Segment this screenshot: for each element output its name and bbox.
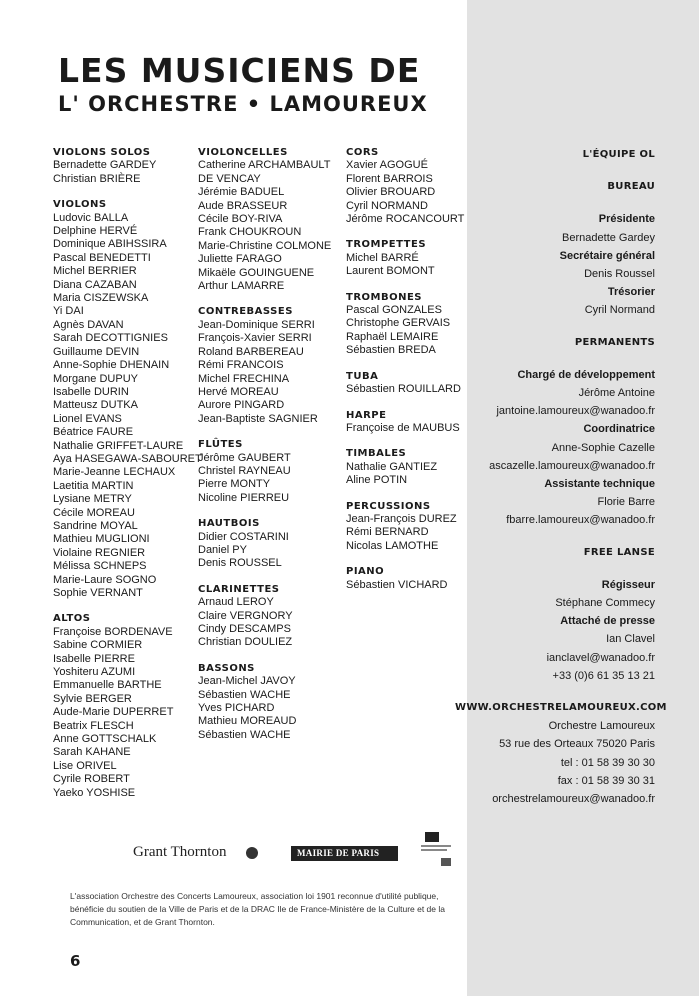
spacer [455, 320, 655, 334]
musician-name: Xavier AGOGUÉ [346, 159, 428, 172]
team-role: Présidente [598, 213, 655, 226]
team-value: fax : 01 58 39 30 31 [557, 774, 655, 787]
musician-name: Arnaud LEROY [198, 596, 274, 609]
team-value: Cyril Normand [584, 304, 655, 317]
musician-name: Arthur LAMARRE [198, 280, 285, 293]
musician-name: Beatrix FLESCH [53, 719, 134, 732]
team-value: tel : 01 58 39 30 30 [560, 756, 655, 769]
page-number: 6 [70, 952, 81, 970]
musician-name: Delphine HERVÉ [53, 225, 138, 238]
musician-name: Aya HASEGAWA-SABOURET [53, 452, 202, 465]
section-heading: CLARINETTES [198, 583, 280, 595]
musician-name: Cyrile ROBERT [53, 773, 130, 786]
musician-name: Mathieu MUGLIONI [53, 533, 150, 546]
musician-name: Michel BERRIER [53, 265, 137, 278]
musician-name: Aurore PINGARD [198, 399, 285, 412]
section-heading: BASSONS [198, 662, 255, 674]
team-value: orchestrelamoureux@wanadoo.fr [492, 793, 655, 806]
musician-name: Frank CHOUKROUN [198, 226, 302, 239]
page-title [58, 52, 428, 117]
musician-name: Pierre MONTY [198, 478, 271, 491]
team-section-heading: FREE LANSE [583, 546, 655, 558]
spacer [455, 685, 655, 699]
musician-name: Jean-Dominique SERRI [198, 318, 315, 331]
musician-name: Matteusz DUTKA [53, 399, 138, 412]
title-line-1: LES MUSICIENS DE [58, 51, 421, 90]
musician-name: Didier COSTARINI [198, 530, 289, 543]
musician-name: Rémi BERNARD [346, 526, 429, 539]
musician-name: Pascal GONZALES [346, 304, 442, 317]
team-value: Bernadette Gardey [562, 231, 655, 244]
musician-name: Jérémie BADUEL [198, 186, 285, 199]
team-value: Jérôme Antoine [578, 387, 655, 400]
musician-name: Lise ORIVEL [53, 759, 117, 772]
musician-name: Laurent BOMONT [346, 265, 435, 278]
title-line-2: L' ORCHESTRE • LAMOUREUX [58, 92, 428, 116]
section-heading: TROMBONES [346, 291, 422, 303]
musician-name: Laetitia MARTIN [53, 479, 134, 492]
spacer [455, 196, 655, 210]
team-directory [455, 146, 667, 808]
team-value: ianclavel@wanadoo.fr [546, 651, 655, 664]
section-heading: VIOLONS SOLOS [53, 147, 151, 158]
musician-name: Aude BRASSEUR [198, 199, 288, 212]
musician-name: Christel RAYNEAU [198, 464, 291, 477]
section-heading: CONTREBASSES [198, 306, 293, 318]
musician-name: Françoise BORDENAVE [53, 625, 173, 638]
musician-name: Daniel PY [198, 543, 247, 556]
musician-name: Nicoline PIERREU [198, 491, 290, 504]
musician-name: Christian BRIÈRE [53, 172, 141, 185]
team-section-heading: WWW.ORCHESTRELAMOUREUX.COM [455, 702, 667, 714]
team-value: 53 rue des Orteaux 75020 Paris [499, 738, 655, 751]
spacer [455, 530, 655, 544]
team-role: Assistante technique [544, 478, 655, 491]
musicians-column-1 [53, 146, 203, 800]
musician-name: Jean-Michel JAVOY [198, 675, 296, 688]
musician-name: Sarah KAHANE [53, 746, 131, 759]
musician-name: Marie-Laure SOGNO [53, 573, 157, 586]
musician-name: Nicolas LAMOTHE [346, 539, 439, 552]
musician-name: Sébastien VICHARD [346, 578, 448, 591]
musician-name: Bernadette GARDEY [53, 159, 157, 172]
musician-name: Sébastien WACHE [198, 688, 291, 701]
section-heading: HARPE [346, 409, 387, 421]
team-value: Florie Barre [597, 496, 655, 509]
team-value: Stéphane Commecy [555, 597, 655, 610]
sponsor-logos [133, 832, 463, 866]
musician-name: Sophie VERNANT [53, 587, 143, 599]
musician-name: Aude-Marie DUPERRET [53, 706, 174, 719]
musician-name: Catherine ARCHAMBAULT [198, 159, 331, 172]
spacer [455, 352, 655, 366]
musician-name: Sébastien BREDA [346, 344, 436, 357]
team-value: Ian Clavel [606, 633, 655, 646]
musician-name: Cécile MOREAU [53, 506, 135, 519]
musician-name: Rémi FRANCOIS [198, 359, 284, 372]
musician-name: Nathalie GRIFFET-LAURE [53, 439, 184, 452]
musician-name: Guillaume DEVIN [53, 345, 140, 358]
footer-note: L'association Orchestre des Concerts Lamoureux, association loi 1901 reconnue d'utilité publique, bénéficie du soutien de la Ville de Paris et de la DRAC Ile de France-Ministère de la Culture et de la Communication, et de Grant Thornton. [70, 891, 445, 927]
musician-name: Mikaële GOUINGUENE [198, 266, 315, 279]
musician-name: Mathieu MOREAUD [198, 715, 297, 728]
team-section-heading: PERMANENTS [574, 336, 655, 348]
musician-name: Lionel EVANS [53, 412, 122, 425]
ministry-culture-logo-icon [421, 832, 451, 866]
section-heading: HAUTBOIS [198, 518, 260, 530]
ministry-text-line [421, 849, 447, 851]
musician-name: Emmanuelle BARTHE [53, 679, 162, 692]
musician-name: Ludovic BALLA [53, 211, 129, 224]
musician-name: Raphaël LEMAIRE [346, 330, 439, 343]
musician-name: Hervé MOREAU [198, 385, 279, 398]
team-role: Régisseur [601, 578, 655, 591]
section-heading: CORS [346, 147, 379, 158]
team-section-heading: L'ÉQUIPE OL [582, 149, 655, 160]
musicians-column-2 [198, 146, 348, 742]
team-value: Anne-Sophie Cazelle [551, 441, 655, 454]
team-value: Orchestre Lamoureux [548, 720, 655, 733]
musician-name: Sébastien WACHE [198, 728, 291, 741]
musician-name: Roland BARBEREAU [198, 345, 304, 358]
spacer [455, 562, 655, 576]
section-heading: VIOLONCELLES [198, 147, 288, 158]
musician-name: Marie-Christine COLMONE [198, 239, 332, 252]
grant-thornton-logo: Grant Thornton [133, 844, 227, 860]
musician-name: Florent BARROIS [346, 172, 433, 185]
team-value: fbarre.lamoureux@wanadoo.fr [506, 514, 655, 527]
team-value: ascazelle.lamoureux@wanadoo.fr [489, 459, 655, 472]
musician-name: Sandrine MOYAL [53, 519, 138, 532]
musician-name: Nathalie GANTIEZ [346, 460, 438, 473]
musician-name: Anne GOTTSCHALK [53, 733, 157, 746]
musician-name: Yoshiteru AZUMI [53, 666, 136, 679]
musician-name: Pascal BENEDETTI [53, 251, 151, 264]
musician-name: Yaeko YOSHISE [53, 786, 136, 799]
musician-name: Cyril NORMAND [346, 199, 428, 212]
drac-mark-icon [441, 858, 451, 866]
musician-name: Isabelle DURIN [53, 385, 129, 398]
musician-name: Françoise de MAUBUS [346, 421, 460, 434]
team-role: Attaché de presse [560, 615, 655, 628]
musician-name: Claire VERGNORY [198, 609, 293, 622]
section-heading: FLÛTES [198, 439, 243, 451]
musician-name: Denis ROUSSEL [198, 557, 282, 570]
ministry-text-line [421, 845, 451, 847]
musician-name: Maria CISZEWSKA [53, 292, 149, 305]
musician-name: Anne-Sophie DHENAIN [53, 359, 170, 372]
musician-name: Christophe GERVAIS [346, 317, 451, 330]
section-heading: TUBA [346, 370, 379, 382]
team-role: Chargé de développement [517, 368, 655, 381]
musician-name: Isabelle PIERRE [53, 652, 135, 665]
musician-name: Sylvie BERGER [53, 692, 132, 705]
musician-name: Christian DOULIEZ [198, 636, 293, 649]
team-value: Denis Roussel [584, 268, 655, 281]
section-heading: VIOLONS [53, 199, 107, 211]
musician-name: Béatrice FAURE [53, 426, 134, 439]
musician-name: Mélissa SCHNEPS [53, 560, 147, 573]
musician-name: Jean-Baptiste SAGNIER [198, 412, 318, 425]
team-value: jantoine.lamoureux@wanadoo.fr [496, 405, 655, 418]
grant-thornton-mark-icon [246, 847, 258, 859]
musician-name: Yi DAI [53, 305, 84, 318]
musician-name: DE VENCAY [198, 172, 261, 185]
musician-name: François-Xavier SERRI [198, 332, 312, 345]
musician-name: Diana CAZABAN [53, 278, 137, 291]
section-heading: PERCUSSIONS [346, 500, 431, 512]
musician-name: Dominique ABIHSSIRA [53, 238, 167, 251]
section-heading: ALTOS [53, 613, 91, 625]
musician-name: Violaine REGNIER [53, 546, 146, 559]
musician-name: Michel FRECHINA [198, 372, 290, 385]
musician-name: Jérôme GAUBERT [198, 451, 291, 464]
musician-name: Sabine CORMIER [53, 639, 143, 652]
musician-name: Cindy DESCAMPS [198, 623, 291, 635]
team-role: Coordinatrice [583, 423, 655, 436]
musician-name: Olivier BROUARD [346, 186, 436, 199]
mairie-de-paris-logo: MAIRIE DE PARIS [291, 846, 398, 861]
musician-name: Agnès DAVAN [53, 318, 124, 331]
team-role: Trésorier [607, 286, 655, 299]
musician-name: Sarah DECOTTIGNIES [53, 332, 168, 345]
musician-name: Yves PICHARD [198, 702, 275, 715]
section-heading: PIANO [346, 566, 385, 578]
marianne-flag-icon [425, 832, 439, 842]
musician-name: Juliette FARAGO [198, 253, 282, 266]
section-heading: TROMPETTES [346, 239, 427, 251]
musician-name: Morgane DUPUY [53, 372, 138, 385]
musician-name: Sébastien ROUILLARD [346, 383, 461, 396]
section-heading: TIMBALES [346, 448, 407, 460]
musician-name: Lysiane METRY [53, 493, 132, 506]
team-role: Secrétaire général [559, 249, 655, 262]
musician-name: Marie-Jeanne LECHAUX [53, 466, 176, 479]
musician-name: Jérôme ROCANCOURT [346, 213, 465, 226]
musician-name: Michel BARRÉ [346, 251, 419, 264]
team-value: +33 (0)6 61 35 13 21 [552, 669, 655, 682]
spacer [455, 164, 655, 178]
team-section-heading: BUREAU [607, 181, 655, 193]
musician-name: Jean-François DUREZ [346, 512, 457, 525]
musician-name: Aline POTIN [346, 474, 408, 487]
musician-name: Cécile BOY-RIVA [198, 213, 283, 226]
